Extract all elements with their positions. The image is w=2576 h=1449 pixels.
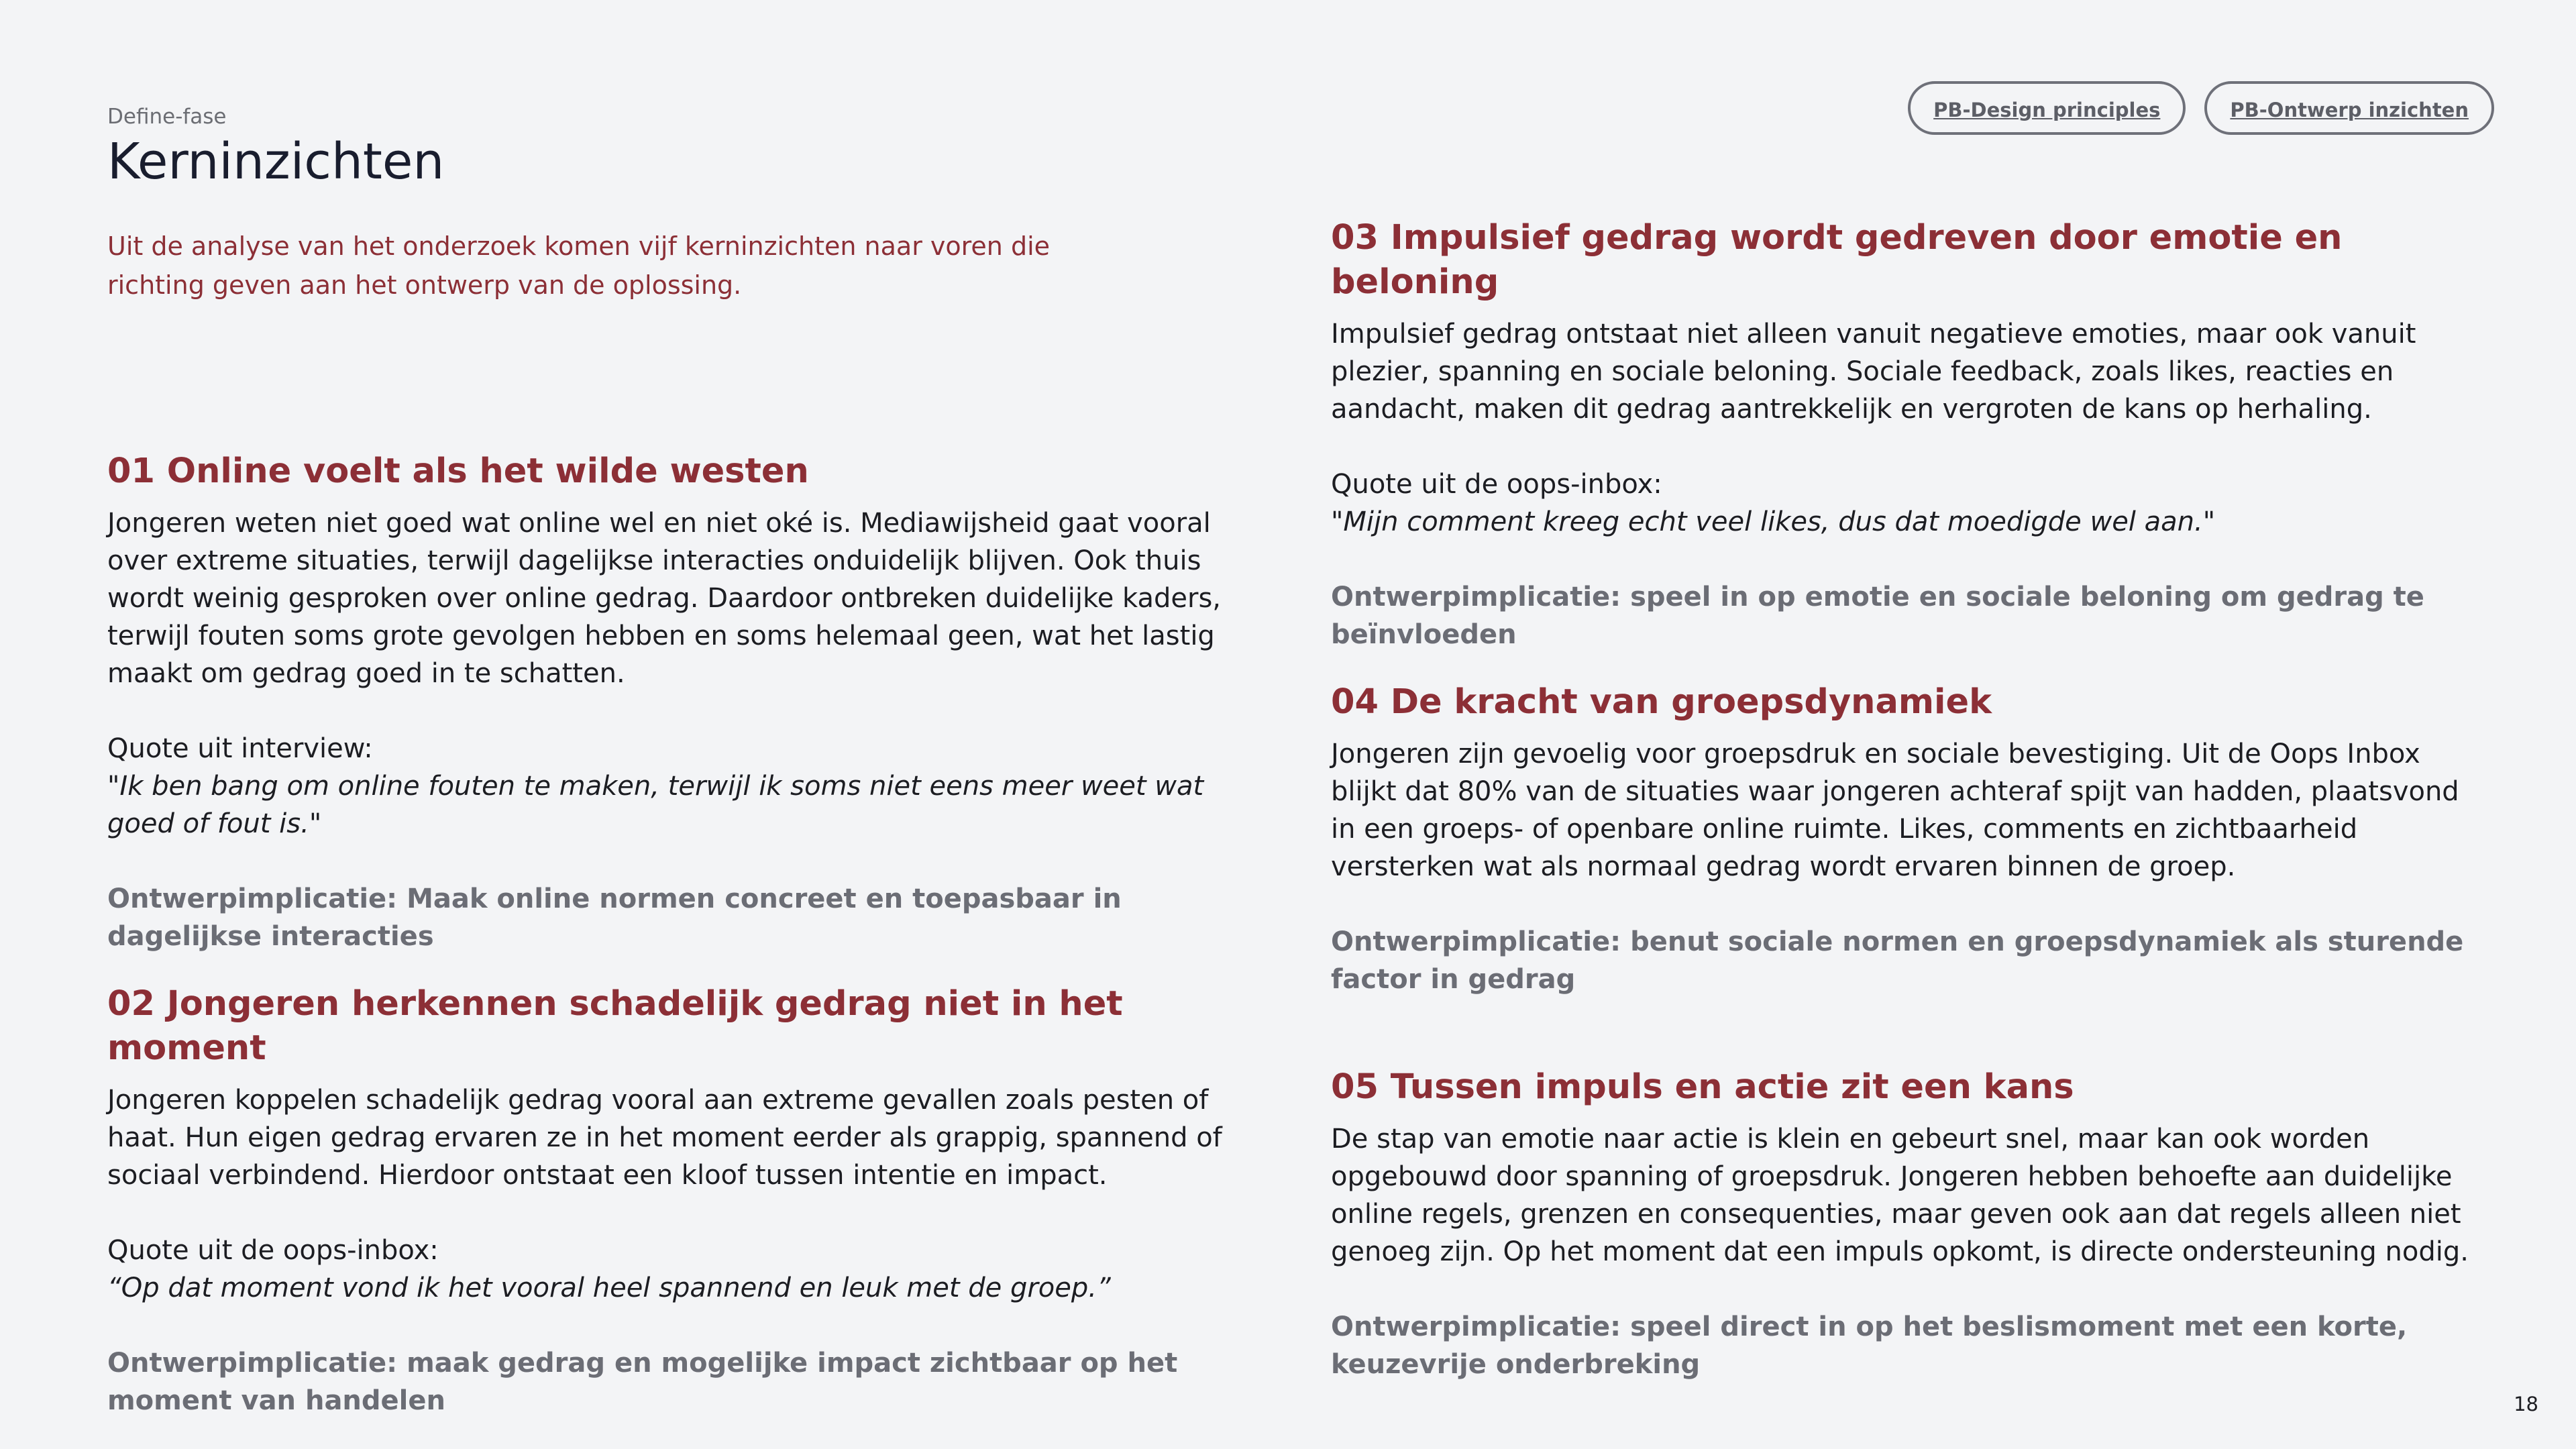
nav-buttons <box>1908 81 2494 135</box>
left-column <box>107 449 1261 1419</box>
insight-body: Jongeren weten niet goed wat online wel en niet oké is. Mediawijsheid gaat vooral over extreme situaties, terwijl dagelijkse interacties onduidelijk blijven. Ook thuis wordt weinig gesproken over online gedrag. Daardoor ontbreken duidelijke kaders, terwijl fouten soms grote gevolgen hebben en soms helemaal geen, wat het lastig maakt om gedrag goed in te schatten. <box>107 508 1221 689</box>
right-column <box>1331 216 2485 1383</box>
insight-02 <box>107 982 1261 1419</box>
design-principles-button[interactable]: PB-Design principles <box>1908 81 2186 135</box>
phase-label: Define-fase <box>107 105 227 129</box>
design-implication: Ontwerpimplicatie: maak gedrag en mogelijke impact zichtbaar op het moment van handelen <box>107 1348 1178 1416</box>
quote-text: "Mijn comment kreeg echt veel likes, dus dat moedigde wel aan." <box>1331 506 2216 537</box>
quote-label: Quote uit interview: <box>107 733 373 764</box>
insight-body: Jongeren koppelen schadelijk gedrag vooral aan extreme gevallen zoals pesten of haat. Hun eigen gedrag ervaren ze in het moment eerder als grappig, spannend of sociaal verbindend. Hierdoor ontstaat een kloof tussen intentie en impact. <box>107 1085 1222 1191</box>
page-number: 18 <box>2514 1393 2538 1415</box>
insight-title: 02 Jongeren herkennen schadelijk gedrag niet in het moment <box>107 984 1123 1068</box>
ontwerp-inzichten-button[interactable]: PB-Ontwerp inzichten <box>2204 81 2494 135</box>
quote-text: “Op dat moment vond ik het vooral heel spannend en leuk met de groep.” <box>107 1273 1111 1303</box>
design-implication: Ontwerpimplicatie: speel direct in op het beslismoment met een korte, keuzevrije onderbreking <box>1331 1311 2408 1380</box>
quote-label: Quote uit de oops-inbox: <box>107 1235 439 1266</box>
page-title: Kerninzichten <box>107 133 445 191</box>
insight-body: De stap van emotie naar actie is klein en gebeurt snel, maar kan ook worden opgebouwd door spanning of groepsdruk. Jongeren hebben behoefte aan duidelijke online regels, grenzen en consequenties, maar geven ook aan dat regels alleen niet genoeg zijn. Op het moment dat een impuls opkomt, is directe ondersteuning nodig. <box>1331 1124 2469 1267</box>
quote-label: Quote uit de oops-inbox: <box>1331 469 1662 500</box>
insight-03 <box>1331 216 2485 653</box>
insight-04 <box>1331 680 2485 998</box>
design-implication: Ontwerpimplicatie: benut sociale normen en groepsdynamiek als sturende factor in gedrag <box>1331 926 2464 995</box>
insight-title: 04 De kracht van groepsdynamiek <box>1331 682 1992 722</box>
insight-title: 05 Tussen impuls en actie zit een kans <box>1331 1067 2074 1107</box>
insight-01 <box>107 449 1261 955</box>
insight-title: 03 Impulsief gedrag wordt gedreven door emotie en beloning <box>1331 218 2343 302</box>
intro-text: Uit de analyse van het onderzoek komen vijf kerninzichten naar voren die richting geven aan het ontwerp van de oplossing. <box>107 231 1051 300</box>
insight-body: Jongeren zijn gevoelig voor groepsdruk en sociale bevestiging. Uit de Oops Inbox blijkt dat 80% van de situaties waar jongeren achteraf spijt van hadden, plaatsvond in een groeps- of openbare online ruimte. Likes, comments en zichtbaarheid versterken wat als normaal gedrag wordt ervaren binnen de groep. <box>1331 739 2459 882</box>
insight-title: 01 Online voelt als het wilde westen <box>107 451 809 491</box>
insight-05 <box>1331 1065 2485 1383</box>
quote-text: "Ik ben bang om online fouten te maken, terwijl ik soms niet eens meer weet wat goed of fout is." <box>107 771 1204 839</box>
design-implication: Ontwerpimplicatie: speel in op emotie en sociale beloning om gedrag te beïnvloeden <box>1331 582 2424 650</box>
design-implication: Ontwerpimplicatie: Maak online normen concreet en toepasbaar in dagelijkse interacties <box>107 883 1122 952</box>
insight-body: Impulsief gedrag ontstaat niet alleen vanuit negatieve emoties, maar ook vanuit plezier, spanning en sociale beloning. Sociale feedback, zoals likes, reacties en aandacht, maken dit gedrag aantrekkelijk en vergroten de kans op herhaling. <box>1331 319 2416 425</box>
